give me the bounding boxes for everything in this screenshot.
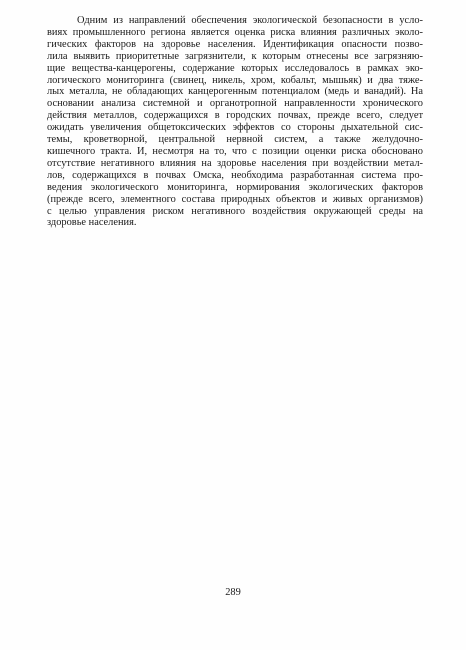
text-line: виях промышленного региона является оценка риска влияния различных эколо- <box>47 26 423 38</box>
text-line: с целью управления риском негативного воздействия окружающей среды на <box>47 205 423 217</box>
text-line: основании анализа системной и органотропной направленности хронического <box>47 98 423 110</box>
text-line: темы, кроветворной, центральной нервной систем, а также желудочно- <box>47 134 423 146</box>
text-line: щие вещества-канцерогены, содержание которых исследовалось в рамках эко- <box>47 62 423 74</box>
page-number: 289 <box>225 587 241 598</box>
text-line: гических факторов на здоровье населения. Идентификация опасности позво- <box>47 38 423 50</box>
text-line: лов, содержащихся в почвах Омска, необходима разработанная система про- <box>47 169 423 181</box>
text-line: лых металла, не обладающих канцерогенным потенциалом (медь и ванадий). На <box>47 86 423 98</box>
body-paragraph <box>47 15 423 229</box>
text-line: лила выявить приоритетные загрязнители, к которым отнесены все загрязняю- <box>47 50 423 62</box>
text-line: действия металлов, содержащихся в городских почвах, прежде всего, следует <box>47 110 423 122</box>
text-line: отсутствие негативного влияния на здоровье населения при воздействии метал- <box>47 157 423 169</box>
text-line: ожидать увеличения общетоксических эффектов со стороны дыхательной сис- <box>47 122 423 134</box>
text-line: здоровье населения. <box>47 217 137 229</box>
text-line: (прежде всего, элементного состава природных объектов и живых организмов) <box>47 193 423 205</box>
text-line: логического мониторинга (свинец, никель, хром, кобальт, мышьяк) и два тяже- <box>47 74 423 86</box>
text-line: Одним из направлений обеспечения экологической безопасности в усло- <box>77 15 423 26</box>
text-line: ведения экологического мониторинга, нормирования экологических факторов <box>47 181 423 193</box>
text-line: кишечного тракта. И, несмотря на то, что с позиции оценки риска обосновано <box>47 145 423 157</box>
